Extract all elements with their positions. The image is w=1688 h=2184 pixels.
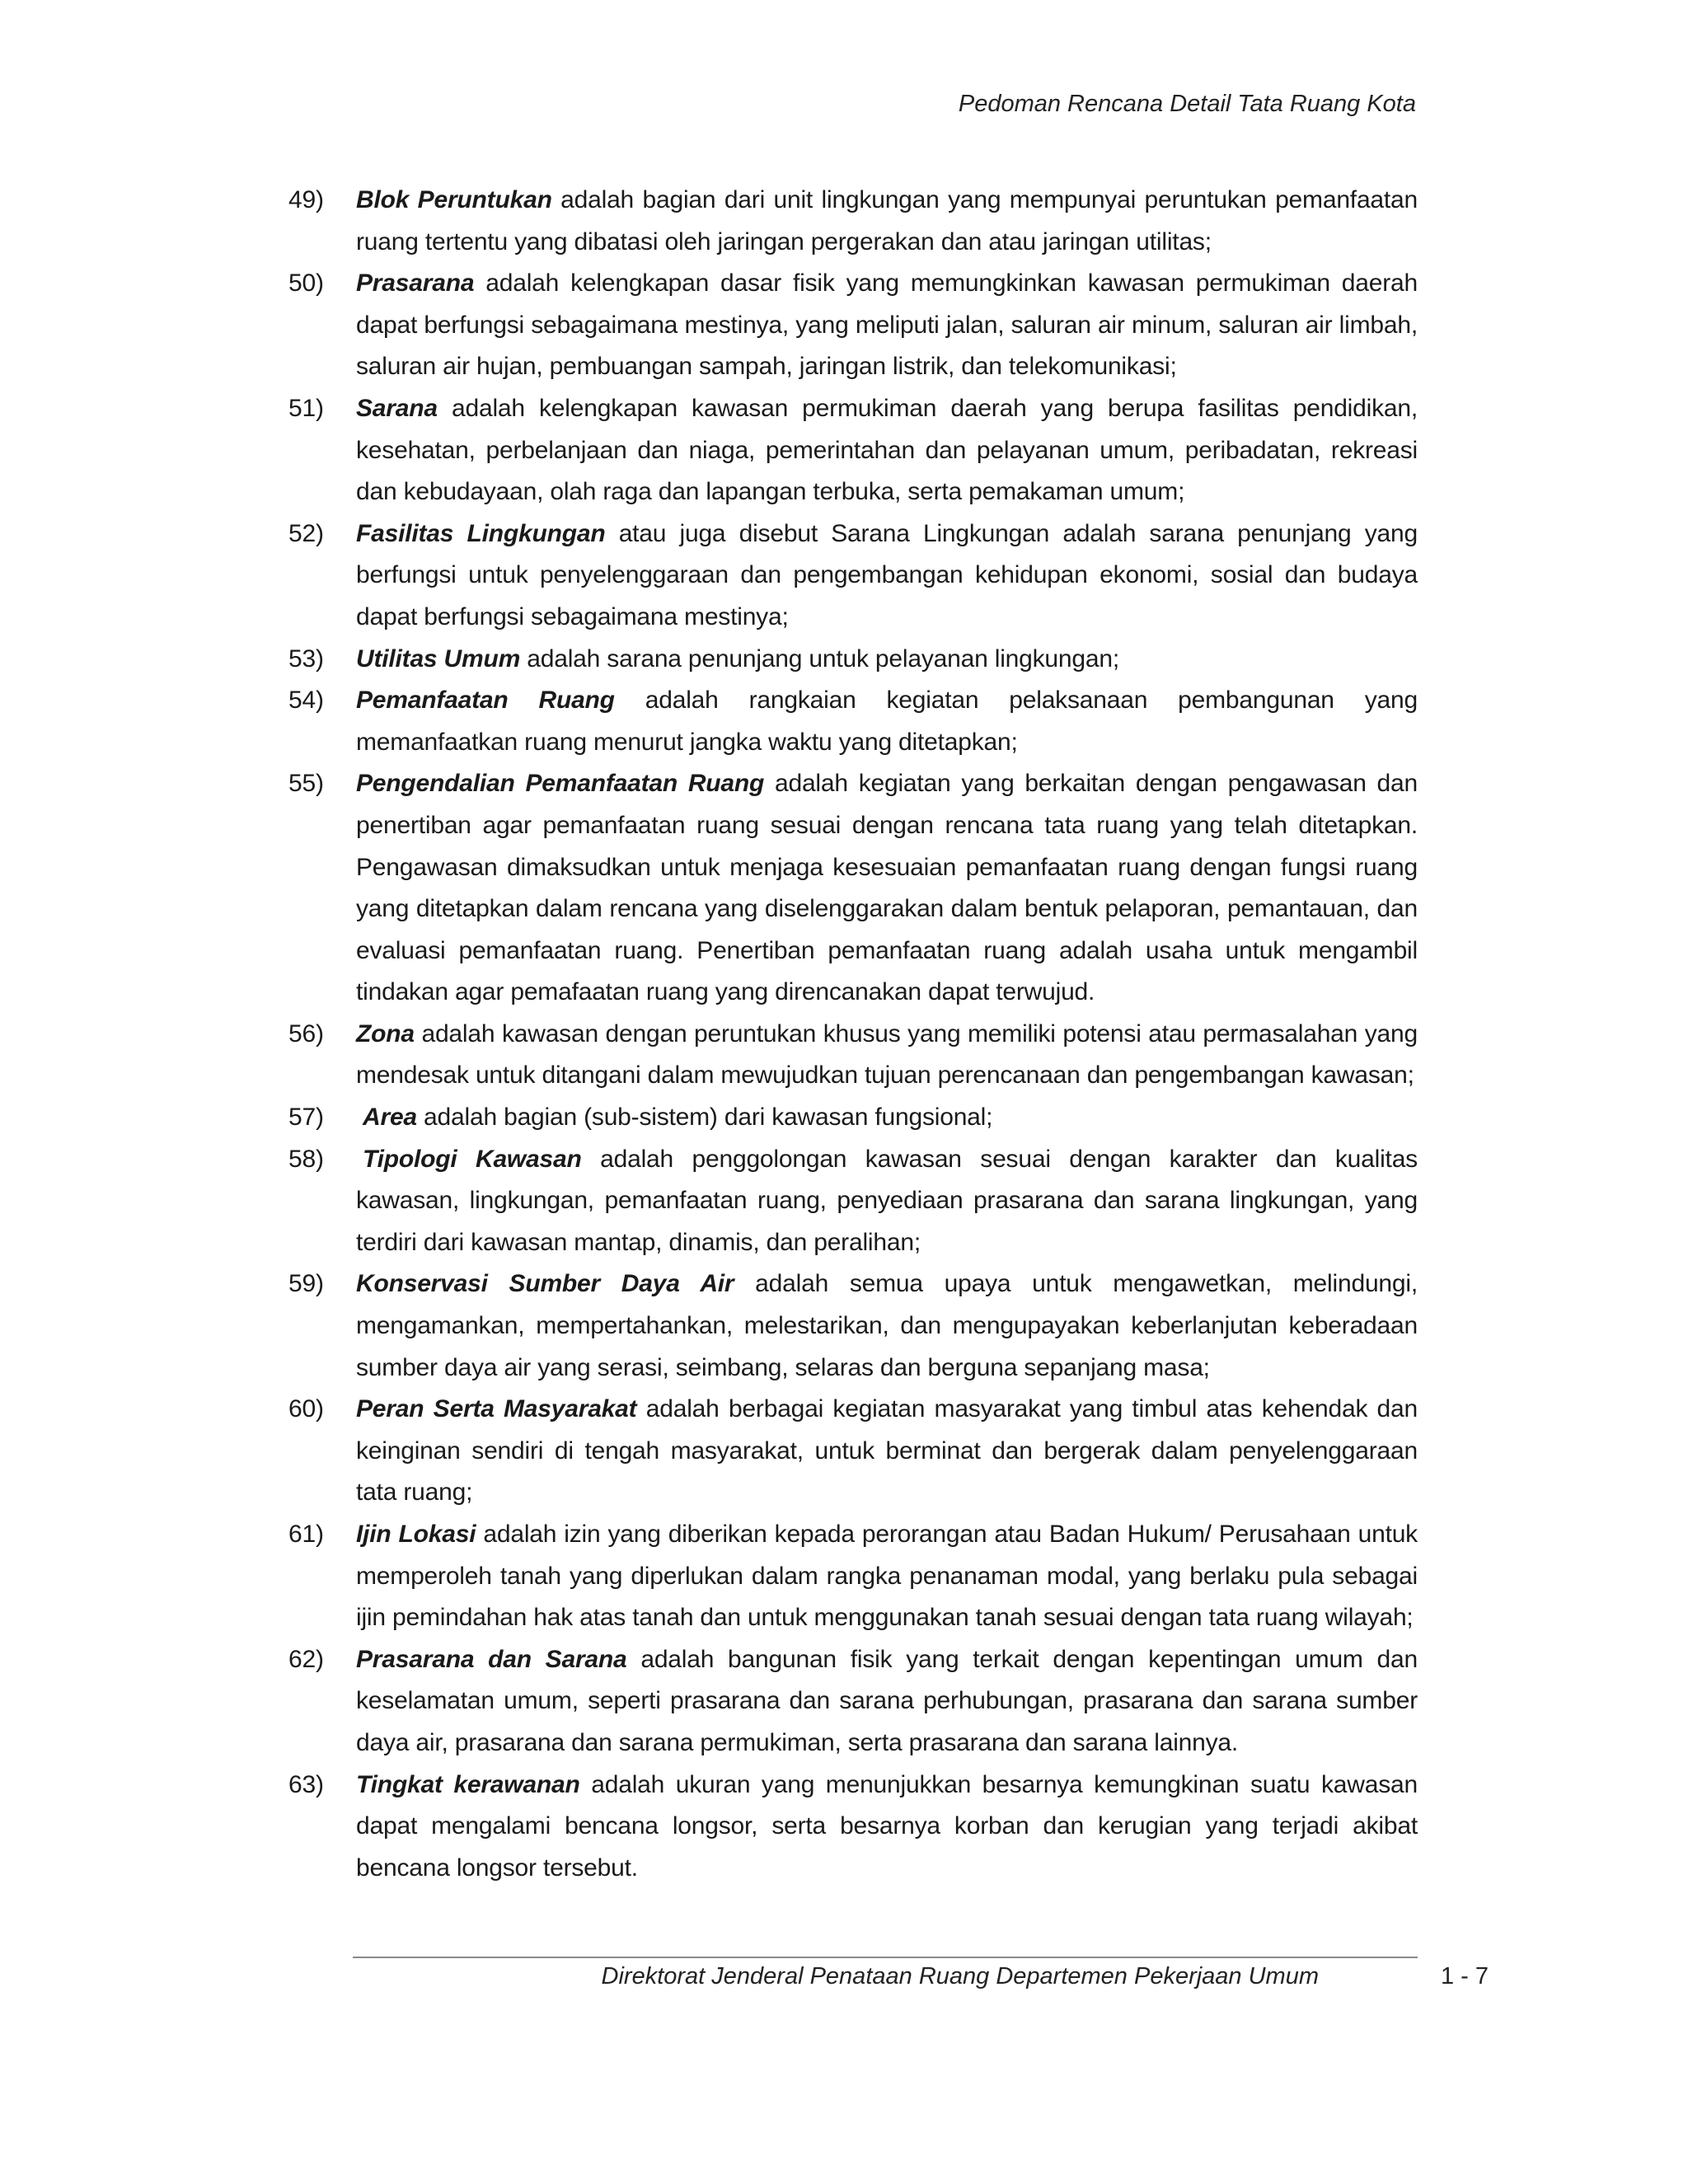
- list-item: [288, 1389, 1418, 1514]
- definition-text: adalah sarana penunjang untuk pelayanan lingkungan;: [520, 644, 1119, 673]
- defined-term: Pengendalian Pemanfaatan Ruang: [356, 770, 765, 798]
- list-item: [288, 680, 1418, 763]
- item-number: 57): [288, 1104, 324, 1132]
- definition-text: atau juga disebut Sarana Lingkungan adalah sarana penunjang yang berfungsi untuk penyelenggaraan dan pengembangan kehidupan ekonomi, sosial dan budaya dapat berfungsi sebagaimana mestinya;: [356, 519, 1418, 630]
- definition-text: adalah kelengkapan kawasan permukiman daerah yang berupa fasilitas pendidikan, kesehatan, perbelanjaan dan niaga, pemerintahan dan pelayanan umum, peribadatan, rekreasi dan kebudayaan, olah raga dan lapangan terbuka, serta pemakaman umum;: [356, 394, 1418, 506]
- page-number: 1 - 7: [1441, 1963, 1489, 1990]
- defined-term: Blok Peruntukan: [356, 186, 552, 213]
- defined-term: Pemanfaatan Ruang: [356, 687, 615, 715]
- item-number: 54): [288, 687, 324, 715]
- item-number: 63): [288, 1770, 324, 1798]
- item-number: 58): [288, 1145, 324, 1173]
- defined-term: Peran Serta Masyarakat: [356, 1395, 637, 1423]
- item-number: 60): [288, 1395, 324, 1423]
- list-item: [288, 1139, 1418, 1264]
- list-item: [288, 639, 1418, 681]
- item-number: 50): [288, 269, 324, 298]
- definition-list: [288, 180, 1418, 1889]
- definition-text: adalah kegiatan yang berkaitan dengan pengawasan dan penertiban agar pemanfaatan ruang sesuai dengan rencana tata ruang yang telah ditetapkan. Pengawasan dimaksudkan untuk menjaga kesesuaian pemanfaatan ruang dengan fungsi ruang yang ditetapkan dalam rencana yang diselenggarakan dalam bentuk pelaporan, pemantauan, dan evaluasi pemanfaatan ruang. Penertiban pemanfaatan ruang adalah usaha untuk mengambil tindakan agar pemafaatan ruang yang direncanakan dapat terwujud.: [356, 770, 1418, 1006]
- definition-text: adalah bangunan fisik yang terkait dengan kepentingan umum dan keselamatan umum, seperti prasarana dan sarana perhubungan, prasarana dan sarana sumber daya air, prasarana dan sarana permukiman, serta prasarana dan sarana lainnya.: [356, 1645, 1418, 1756]
- defined-term: Utilitas Umum: [356, 644, 521, 673]
- item-number: 53): [288, 644, 324, 673]
- item-number: 62): [288, 1645, 324, 1673]
- defined-term: Tipologi Kawasan: [363, 1145, 582, 1173]
- list-item: [288, 1765, 1418, 1890]
- list-item: [288, 513, 1418, 639]
- definition-text: adalah bagian (sub-sistem) dari kawasan fungsional;: [416, 1104, 993, 1132]
- item-number: 55): [288, 770, 324, 798]
- item-number: 51): [288, 394, 324, 422]
- item-number: 56): [288, 1019, 324, 1047]
- footer-divider: [353, 1957, 1418, 1958]
- item-number: 59): [288, 1270, 324, 1298]
- defined-term: Zona: [356, 1019, 415, 1047]
- item-number: 61): [288, 1521, 324, 1548]
- footer-text: Direktorat Jenderal Penataan Ruang Departemen Pekerjaan Umum: [601, 1963, 1319, 1990]
- definition-text: adalah kelengkapan dasar fisik yang memungkinkan kawasan permukiman daerah dapat berfungsi sebagaimana mestinya, yang meliputi jalan, saluran air minum, saluran air limbah, saluran air hujan, pembuangan sampah, jaringan listrik, dan telekomunikasi;: [356, 269, 1418, 381]
- list-item: [288, 388, 1418, 513]
- definition-text: adalah berbagai kegiatan masyarakat yang timbul atas kehendak dan keinginan sendiri di tengah masyarakat, untuk berminat dan bergerak dalam penyelenggaraan tata ruang;: [356, 1395, 1418, 1507]
- list-item: [288, 1014, 1418, 1097]
- defined-term: Area: [363, 1104, 417, 1132]
- defined-term: Sarana: [356, 394, 438, 422]
- list-item: [288, 263, 1418, 388]
- defined-term: Fasilitas Lingkungan: [356, 519, 606, 547]
- defined-term: Ijin Lokasi: [356, 1521, 476, 1548]
- defined-term: Tingkat kerawanan: [356, 1770, 580, 1798]
- definition-text: adalah semua upaya untuk mengawetkan, melindungi, mengamankan, mempertahankan, melestarikan, dan mengupayakan keberlanjutan keberadaan sumber daya air yang serasi, seimbang, selaras dan berguna sepanjang masa;: [356, 1270, 1418, 1381]
- list-item: [288, 1097, 1418, 1139]
- definition-text: adalah izin yang diberikan kepada perorangan atau Badan Hukum/ Perusahaan untuk memperoleh tanah yang diperlukan dalam rangka penanaman modal, yang berlaku pula sebagai ijin pemindahan hak atas tanah dan untuk menggunakan tanah sesuai dengan tata ruang wilayah;: [356, 1521, 1418, 1632]
- item-number: 49): [288, 186, 324, 213]
- item-number: 52): [288, 519, 324, 547]
- definition-text: adalah ukuran yang menunjukkan besarnya kemungkinan suatu kawasan dapat mengalami bencana longsor, serta besarnya korban dan kerugian yang terjadi akibat bencana longsor tersebut.: [356, 1770, 1418, 1882]
- definition-text: adalah bagian dari unit lingkungan yang mempunyai peruntukan pemanfaatan ruang tertentu yang dibatasi oleh jaringan pergerakan dan atau jaringan utilitas;: [356, 186, 1418, 255]
- defined-term: Konservasi Sumber Daya Air: [356, 1270, 734, 1298]
- defined-term: Prasarana dan Sarana: [356, 1645, 627, 1673]
- list-item: [288, 1639, 1418, 1765]
- definition-text: adalah kawasan dengan peruntukan khusus yang memiliki potensi atau permasalahan yang mendesak untuk ditangani dalam mewujudkan tujuan perencanaan dan pengembangan kawasan;: [356, 1019, 1418, 1090]
- definition-text: adalah penggolongan kawasan sesuai dengan karakter dan kualitas kawasan, lingkungan, pemanfaatan ruang, penyediaan prasarana dan sarana lingkungan, yang terdiri dari kawasan mantap, dinamis, dan peralihan;: [356, 1145, 1418, 1256]
- list-item: [288, 1263, 1418, 1389]
- running-header: Pedoman Rencana Detail Tata Ruang Kota: [958, 91, 1416, 117]
- list-item: [288, 180, 1418, 263]
- definition-text: adalah rangkaian kegiatan pelaksanaan pembangunan yang memanfaatkan ruang menurut jangka waktu yang ditetapkan;: [356, 687, 1418, 756]
- list-item: [288, 1514, 1418, 1639]
- list-item: [288, 763, 1418, 1014]
- defined-term: Prasarana: [356, 269, 475, 298]
